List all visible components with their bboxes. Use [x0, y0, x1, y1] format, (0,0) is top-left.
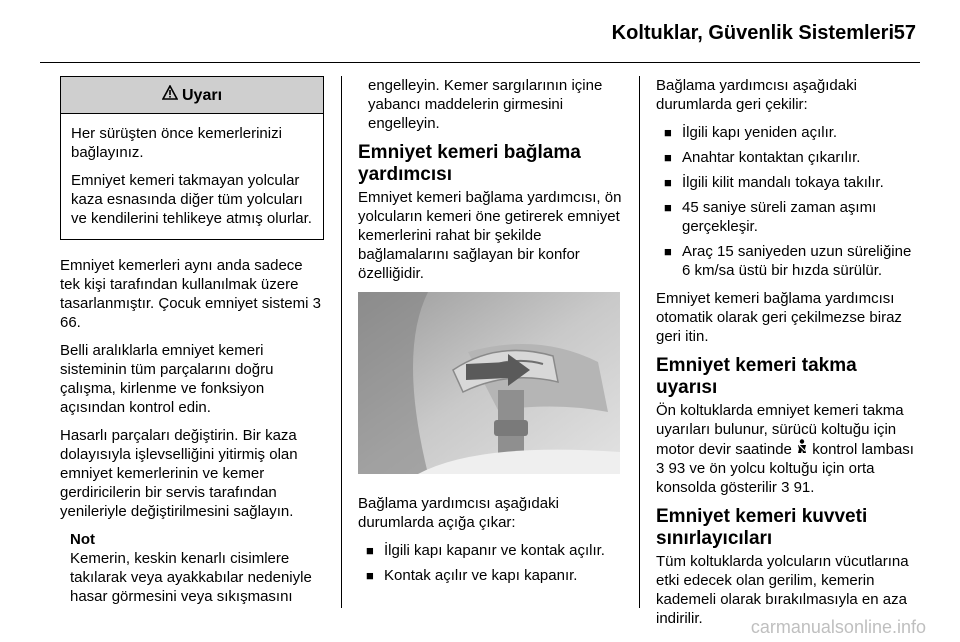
- list-item: ■ Anahtar kontaktan çıkarılır.: [656, 148, 922, 167]
- paragraph: Bağlama yardımcısı aşağıdaki durumlarda geri çekilir:: [656, 77, 857, 113]
- warning-triangle-icon: [162, 85, 178, 105]
- column-divider-2: [639, 76, 640, 608]
- paragraph: Emniyet kemeri bağlama yardımcısı otomatik olarak geri çekilmezse biraz geri itin.: [656, 290, 902, 345]
- paragraph: Belli aralıklarla emniyet kemeri sisteminin tüm parçalarını doğru çalışma, kirlenme ve fonksiyon açısından kontrol edin.: [60, 342, 274, 416]
- paragraph: Emniyet kemeri bağlama yardımcısı, ön yolcuların kemeri öne getirerek emniyet kemerlerini rahat bir şekilde bağlamalarını sağlayan bir konfor özelliğidir.: [358, 189, 622, 282]
- warning-text-1: Her sürüşten önce kemerlerinizi bağlayınız.: [71, 125, 282, 161]
- paragraph-text: ve ön yolcu koltuğu için orta konsolda gösterilir: [656, 460, 875, 496]
- section-heading: Emniyet kemeri bağlama yardımcısı: [358, 142, 581, 185]
- note-title: Not: [70, 531, 95, 548]
- paragraph: [60, 256, 324, 332]
- warning-box: [60, 76, 324, 240]
- note: [70, 530, 324, 606]
- header-divider: [40, 62, 920, 63]
- list-item: ■ İlgili kapı kapanır ve kontak açılır.: [358, 541, 622, 560]
- column-divider-1: [341, 76, 342, 608]
- seatbelt-icon: [796, 441, 808, 458]
- column-2: [358, 76, 622, 594]
- bullet-list: [656, 123, 922, 280]
- warning-title: Uyarı: [181, 86, 223, 104]
- section-heading: Emniyet kemeri takma uyarısı: [656, 355, 857, 398]
- section-heading: Emniyet kemeri kuvveti sınırlayıcıları: [656, 506, 868, 549]
- warning-body: [61, 114, 323, 239]
- page-reference: 3 93: [656, 460, 686, 477]
- list-item: ■ İlgili kapı yeniden açılır.: [656, 123, 922, 142]
- list-item: ■ Kontak açılır ve kapı kapanır.: [358, 566, 622, 585]
- page-number: 57: [893, 22, 916, 44]
- note-text: Kemerin, keskin kenarlı cisimlere takılarak veya ayakkabılar nedeniyle hasar görmesini veya sıkışmasını: [70, 550, 312, 605]
- paragraph: Bağlama yardımcısı aşağıdaki durumlarda açığa çıkar:: [358, 495, 559, 531]
- warning-text-2: Emniyet kemeri takmayan yolcular kaza esnasında diğer tüm yolcuları ve kendilerini tehlikeye atmış olurlar.: [71, 172, 312, 227]
- paragraph: [656, 401, 922, 497]
- column-3: [656, 76, 922, 637]
- paragraph: Tüm koltuklarda yolcuların vücutlarına etki edecek olan gerilim, kemerin kademeli olarak bırakılmasıyla en aza indirilir.: [656, 553, 909, 627]
- paragraph: engelleyin. Kemer sargılarının içine yabancı maddelerin girmesini engelleyin.: [368, 77, 603, 132]
- column-1: [60, 76, 324, 606]
- page-reference: 3 91.: [781, 479, 815, 496]
- paragraph: Hasarlı parçaları değiştirin. Bir kaza dolayısıyla işlevselliğini yitirmiş olan emniyet kemerlerinin ve kemer gerdiricilerin bir servis tarafından yenileriyle değiştirilmesini sağlayın.: [60, 427, 298, 520]
- list-item: ■ Araç 15 saniyeden uzun süreliğine 6 km/sa üstü bir hızda sürülür.: [656, 242, 922, 280]
- list-item: ■ İlgili kilit mandalı tokaya takılır.: [656, 173, 922, 192]
- paragraph-text: kontrol lambası: [812, 441, 914, 458]
- page-reference: 3 66.: [60, 295, 321, 331]
- bullet-list: [358, 541, 622, 585]
- seatbelt-presenter-illustration: [358, 292, 620, 474]
- section-title: Koltuklar, Güvenlik Sistemleri: [611, 22, 894, 44]
- warning-header: [61, 77, 323, 114]
- paragraph-text: Emniyet kemerleri aynı anda sadece tek kişi tarafından kullanılmak üzere tasarlanmıştır. Çocuk emniyet sistemi: [60, 257, 309, 312]
- list-item: ■ 45 saniye süreli zaman aşımı gerçekleşir.: [656, 198, 922, 236]
- paragraph-text: Ön koltuklarda emniyet kemeri takma uyarıları bulunur, sürücü koltuğu için motor devir saatinde: [656, 402, 904, 458]
- watermark: carmanualsonline.info: [750, 617, 926, 637]
